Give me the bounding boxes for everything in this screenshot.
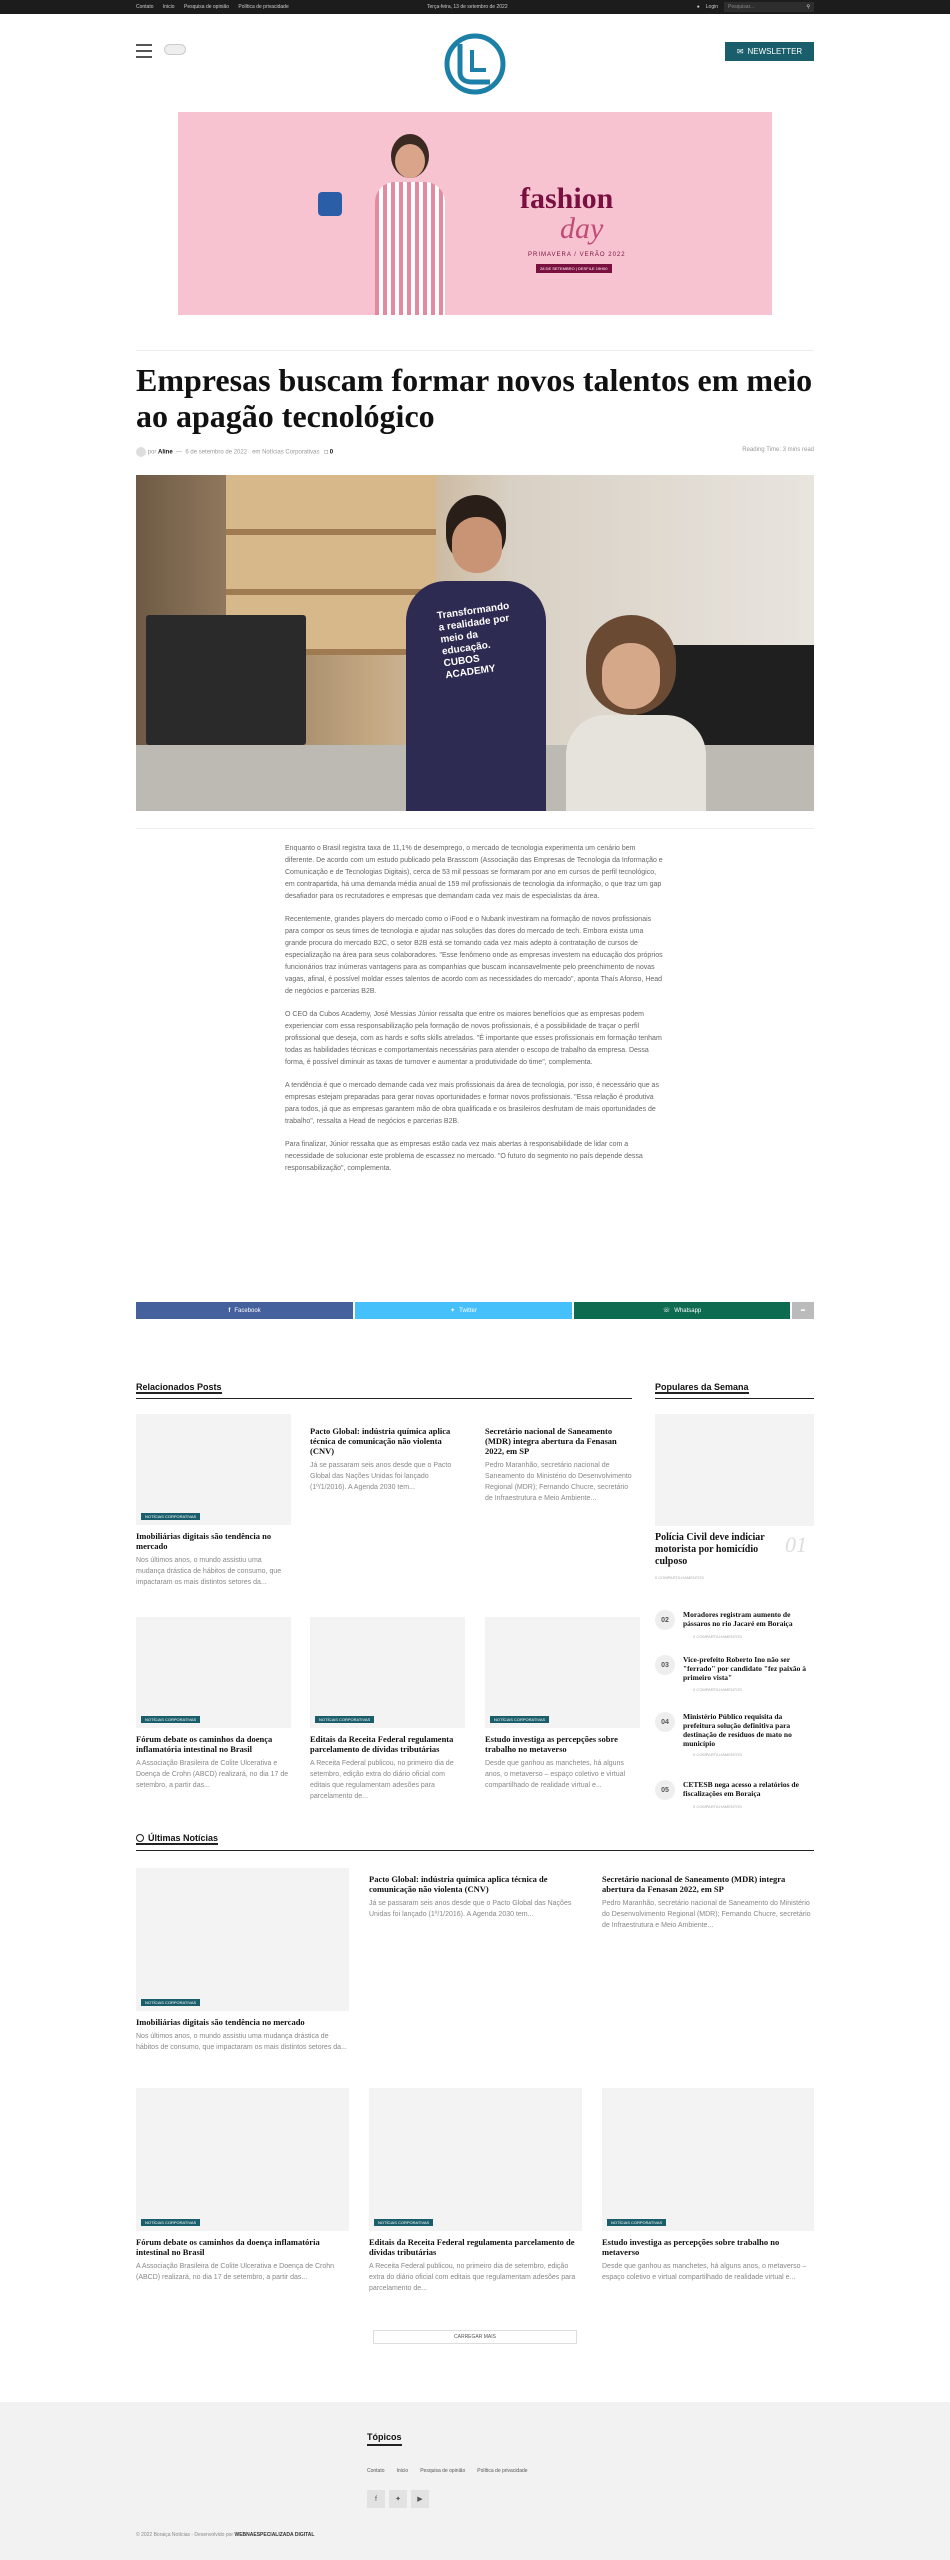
share-facebook-label: Facebook [234, 1307, 261, 1314]
post-title[interactable]: Pacto Global: indústria química aplica técnica de comunicação não violenta (CNV) [310, 1426, 451, 1456]
popular-number: 04 [655, 1712, 675, 1732]
banner-subtitle: PRIMAVERA / VERÃO 2022 [528, 252, 626, 258]
top-bar [0, 0, 950, 14]
article-body [285, 843, 665, 1186]
banner-dates: 28 DE SETEMBRO | DESFILE 19H00 [536, 264, 612, 273]
post-excerpt: A Associação Brasileira de Colite Ulcerativa e Doença de Crohn (ABCD) realizará, no dia 17 de setembro, a partir das... [136, 1760, 289, 1789]
popular-number: 03 [655, 1655, 675, 1675]
popular-title: Populares da Semana [655, 1382, 749, 1392]
popular-title-1[interactable]: Polícia Civil deve indiciar motorista por homicídio culposo [655, 1532, 765, 1567]
post-thumbnail[interactable] [310, 1617, 465, 1728]
share-twitter-label: Twitter [459, 1307, 477, 1314]
footer-link-privacidade[interactable]: Política de privacidade [477, 2468, 528, 2474]
site-footer [0, 2402, 950, 2560]
latest-title-label: Últimas Notícias [148, 1833, 219, 1843]
post-excerpt: A Receita Federal publicou, no primeiro dia de setembro, edição extra do diário oficial com editais que regulamentam adesões para parcelamento de... [310, 1760, 454, 1800]
banner-brand-badge [318, 192, 342, 216]
related-post-card[interactable] [136, 1414, 291, 1588]
category-badge[interactable]: NOTÍCIAS CORPORATIVAS [141, 1716, 200, 1723]
related-post-card[interactable] [310, 1420, 465, 1493]
post-excerpt: Pedro Maranhão, secretário nacional de Saneamento do Ministério do Desenvolvimento Regional (MDR); Fernando Chucre, secretário de Infraestrutura e Meio Ambiente... [602, 1900, 811, 1929]
latest-title [136, 1833, 218, 1845]
popular-item-title[interactable]: Ministério Público requisita da prefeitura solução definitiva para destinação de resíduos de mato no município [683, 1712, 792, 1748]
dark-mode-toggle[interactable] [164, 44, 186, 55]
divider [136, 828, 814, 829]
current-date: Terça-feira, 13 de setembro de 2022 [427, 4, 508, 10]
footer-links [367, 2468, 528, 2474]
latest-post-card[interactable] [136, 2088, 349, 2283]
popular-top-card[interactable] [655, 1414, 814, 1583]
whatsapp-icon: ☏ [662, 1308, 671, 1314]
post-thumbnail[interactable] [136, 1617, 291, 1728]
share-count: 0 COMPARTILHAMENTOS [655, 1575, 704, 1580]
post-thumbnail[interactable] [136, 1414, 291, 1525]
share-count: 0 COMPARTILHAMENTOS [693, 1804, 742, 1809]
post-thumbnail[interactable] [655, 1414, 814, 1526]
share-whatsapp-button[interactable] [574, 1302, 790, 1319]
banner-title-fashion: fashion [520, 182, 614, 215]
popular-number: 05 [655, 1780, 675, 1800]
post-title[interactable]: Fórum debate os caminhos da doença inflamatória intestinal no Brasil [136, 2237, 320, 2257]
banner-title-day: day [560, 212, 604, 245]
load-more-button[interactable]: CARREGAR MAIS [373, 2330, 577, 2344]
popular-item-title[interactable]: Vice-prefeito Roberto Ino não ser "ferrado" por candidato "fez paixão à primeiro vista" [683, 1655, 806, 1682]
related-post-card[interactable] [485, 1617, 640, 1791]
latest-post-card[interactable] [602, 1868, 814, 1931]
share-count: 0 COMPARTILHAMENTOS [693, 1687, 742, 1692]
category-badge[interactable]: NOTÍCIAS CORPORATIVAS [490, 1716, 549, 1723]
footer-social [367, 2490, 429, 2508]
category-badge[interactable]: NOTÍCIAS CORPORATIVAS [141, 1999, 200, 2006]
post-title[interactable]: Estudo investiga as percepções sobre trabalho no metaverso [485, 1734, 618, 1754]
footer-copyright [136, 2532, 314, 2538]
share-count: 0 COMPARTILHAMENTOS [693, 1634, 742, 1639]
post-title[interactable]: Editais da Receita Federal regulamenta parcelamento de dívidas tributárias [369, 2237, 575, 2257]
twitter-icon: ✦ [450, 1308, 456, 1314]
divider [136, 350, 814, 351]
latest-post-card[interactable] [602, 2088, 814, 2283]
category-badge[interactable]: NOTÍCIAS CORPORATIVAS [374, 2219, 433, 2226]
author-avatar [136, 447, 146, 457]
newsletter-label: NEWSLETTER [747, 47, 803, 56]
related-post-card[interactable] [485, 1420, 632, 1504]
post-title[interactable]: Estudo investiga as percepções sobre trabalho no metaverso [602, 2237, 780, 2257]
share-more-button[interactable] [792, 1302, 814, 1319]
shirt-text: Transformando a realidade por meio da educação. CUBOS ACADEMY [436, 600, 511, 682]
popular-number: 02 [655, 1610, 675, 1630]
popular-line [655, 1398, 814, 1399]
share-whatsapp-label: Whatsapp [674, 1307, 702, 1314]
newsletter-button[interactable] [725, 42, 814, 61]
person-standing-image [406, 495, 546, 811]
site-logo[interactable] [438, 32, 512, 96]
article-category[interactable]: em Notícias Corporativas [252, 449, 320, 456]
article-paragraph: Recentemente, grandes players do mercado como o iFood e o Nubank investiram na formação de novos profissionais para compor os seus times de tecnologia e ajudar nas soluções das dores do mercado de tech. Embora exista uma grande procura do mercado B2C, o setor B2B está se tornando cada vez mais adepto à contratação de cursos de especialização na área para seus colaboradores. "Esse fenômeno onde as empresas investem na educação dos próprios funcionários traz inúmeras vantagens para as companhias que buscam incansavelmente pelo preenchimento de novas vagas, afinal, é possível moldar esses talentos de acordo com as necessidades do mercado", aponta Thaís Afonso, Head de negócios e parcerias B2B. [285, 916, 663, 995]
article-paragraph: A tendência é que o mercado demande cada vez mais profissionais da área de tecnologia, por isso, é necessário que as empresas estejam preparadas para gerar novas oportunidades e formar novos profissionais. "Essa relação é produtiva para todos, já que as empresas garantem mão de obra qualificada e os brasileiros desfrutam de mais oportunidades de trabalho", ressalta a Head de negócios e parcerias B2B. [285, 1082, 659, 1125]
related-post-card[interactable] [310, 1617, 465, 1802]
post-title[interactable]: Editais da Receita Federal regulamenta parcelamento de dívidas tributárias [310, 1734, 454, 1754]
youtube-icon[interactable]: ▶ [411, 2490, 429, 2508]
footer-link-pesquisa[interactable]: Pesquisa de opinião [420, 2468, 466, 2474]
top-links [136, 4, 297, 10]
post-excerpt: Já se passaram seis anos desde que o Pacto Global das Nações Unidas foi lançado (1º/1/2016). A Agenda 2030 tem... [369, 1900, 572, 1918]
popular-number-1: 01 [785, 1532, 807, 1557]
article-paragraph: Para finalizar, Júnior ressalta que as empresas estão cada vez mais abertas à responsabilidade de lidar com a necessidade de solucionar este problema de escassez no mercado. "O futuro do segmento no país depende dessa responsabilização", complementa. [285, 1141, 643, 1172]
clock-icon [136, 1834, 144, 1842]
post-excerpt: Pedro Maranhão, secretário nacional de Saneamento do Ministério do Desenvolvimento Regional (MDR); Fernando Chucre, secretário de Infraestrutura e Meio Ambiente... [485, 1462, 632, 1502]
post-excerpt: Nos últimos anos, o mundo assistiu uma mudança drástica de hábitos de consumo, que impactaram os mais distintos setores da... [136, 1557, 282, 1586]
latest-line [136, 1850, 814, 1851]
article-hero-image [136, 475, 814, 811]
post-thumbnail[interactable] [602, 2088, 814, 2231]
post-title[interactable]: Imobiliárias digitais são tendência no mercado [136, 1531, 272, 1551]
related-title: Relacionados Posts [136, 1382, 222, 1392]
share-count: 0 COMPARTILHAMENTOS [693, 1752, 742, 1757]
share-arrow-icon: ➦ [800, 1308, 806, 1314]
menu-icon[interactable] [136, 44, 152, 62]
author-prefix: por [147, 449, 157, 456]
category-badge[interactable]: NOTÍCIAS CORPORATIVAS [315, 1716, 374, 1723]
comment-count[interactable]: 0 [329, 449, 334, 456]
post-excerpt: Já se passaram seis anos desde que o Pacto Global das Nações Unidas foi lançado (1º/1/2016). A Agenda 2030 tem... [310, 1462, 452, 1491]
post-title[interactable]: Secretário nacional de Saneamento (MDR) integra abertura da Fenasan 2022, em SP [602, 1874, 786, 1894]
post-title[interactable]: Pacto Global: indústria química aplica técnica de comunicação não violenta (CNV) [369, 1874, 548, 1894]
post-thumbnail[interactable] [136, 1868, 349, 2011]
twitter-icon[interactable]: ✦ [389, 2490, 407, 2508]
login-link[interactable]: Login [705, 4, 718, 10]
popular-item-title[interactable]: Moradores registram aumento de pássaros no rio Jacaré em Boraiça [683, 1610, 793, 1628]
footer-link-contato[interactable]: Contato [367, 2468, 385, 2474]
top-search[interactable] [724, 2, 814, 12]
monitor-image [146, 615, 306, 745]
related-post-card[interactable] [136, 1617, 291, 1791]
facebook-icon: f [228, 1307, 231, 1314]
category-badge[interactable]: NOTÍCIAS CORPORATIVAS [141, 1513, 200, 1520]
top-link-privacidade[interactable]: Política de privacidade [238, 4, 289, 10]
mail-icon: ✉ [736, 47, 744, 56]
search-icon[interactable]: ⚲ [806, 4, 810, 10]
person-seated-image [556, 615, 716, 811]
post-thumbnail[interactable] [485, 1617, 640, 1728]
site-header [0, 14, 950, 94]
category-badge[interactable]: NOTÍCIAS CORPORATIVAS [607, 2219, 666, 2226]
post-thumbnail[interactable] [369, 2088, 582, 2231]
article-date: 6 de setembro de 2022 [185, 449, 248, 456]
comment-icon[interactable]: □ [324, 449, 329, 456]
top-link-contato[interactable]: Contato [136, 4, 154, 10]
latest-post-card[interactable] [369, 1868, 582, 1920]
post-title[interactable]: Secretário nacional de Saneamento (MDR) integra abertura da Fenasan 2022, em SP [485, 1426, 617, 1456]
banner-model-image [363, 130, 453, 315]
latest-post-card[interactable] [369, 2088, 582, 2294]
category-badge[interactable]: NOTÍCIAS CORPORATIVAS [141, 2219, 200, 2226]
post-thumbnail[interactable] [136, 2088, 349, 2231]
developer-link[interactable]: WEBNAESPECIALIZADA DIGITAL [234, 2532, 315, 2538]
search-input[interactable]: Pesquisar... [728, 4, 755, 10]
facebook-icon[interactable]: f [367, 2490, 385, 2508]
latest-post-card[interactable] [136, 1868, 349, 2053]
post-excerpt: A Associação Brasileira de Colite Ulcerativa e Doença de Crohn (ABCD) realizará, no dia 17 de setembro, a partir das... [136, 2263, 335, 2281]
user-icon: ● [696, 4, 700, 10]
share-bar [136, 1302, 814, 1319]
footer-topics-title: Tópicos [367, 2432, 402, 2446]
article-paragraph: Enquanto o Brasil registra taxa de 11,1% de desemprego, o mercado de tecnologia experimenta um cenário bem diferente. De acordo com um estudo publicado pela Brasscom (Associação das Empresas de Tecnologia da Informação e Comunicação e de Tecnologias Digitais), cerca de 53 mil pessoas se formaram por ano em cursos de perfil tecnológico, em contrapartida, há uma demanda média anual de 159 mil profissionais de tecnologia da informação, o que traz um gap desafiador para os recrutadores e empresas que demandam cada vez mais de especialistas da área. [285, 845, 663, 900]
article-meta: por Aline — 6 de setembro de 2022 em Notícias Corporativas □ 0 Reading Time: 3 mins read [136, 447, 814, 457]
post-excerpt: Desde que ganhou as manchetes, há alguns anos, o metaverso – espaço coletivo e virtual compartilhado de realidade virtual e... [602, 2263, 807, 2281]
post-excerpt: Desde que ganhou as manchetes, há alguns anos, o metaverso – espaço coletivo e virtual compartilhado de realidade virtual e... [485, 1760, 626, 1789]
related-line [136, 1398, 632, 1399]
post-excerpt: A Receita Federal publicou, no primeiro dia de setembro, edição extra do diário oficial com editais que regulamentam adesões para parcelamento de... [369, 2263, 576, 2292]
article-title: Empresas buscam formar novos talentos em meio ao apagão tecnológico [136, 362, 813, 434]
top-link-pesquisa[interactable]: Pesquisa de opinião [183, 4, 230, 10]
popular-item-title[interactable]: CETESB nega acesso a relatórios de fiscalizações em Boraiça [683, 1780, 799, 1798]
post-excerpt: Nos últimos anos, o mundo assistiu uma mudança drástica de hábitos de consumo, que impactaram os mais distintos setores da... [136, 2033, 347, 2051]
author-name[interactable]: Aline [158, 449, 173, 456]
top-link-inicio[interactable]: Inicio [162, 4, 175, 10]
ad-banner[interactable] [178, 112, 772, 315]
reading-time: Reading Time: 3 mins read [742, 447, 814, 453]
post-title[interactable]: Fórum debate os caminhos da doença inflamatória intestinal no Brasil [136, 1734, 273, 1754]
share-facebook-button[interactable] [136, 1302, 353, 1319]
post-title[interactable]: Imobiliárias digitais são tendência no mercado [136, 2017, 305, 2027]
copyright-text: © 2022 Boraiça Notícias - Desenvolvido por [136, 2532, 234, 2538]
footer-link-inicio[interactable]: Inicio [396, 2468, 409, 2474]
share-twitter-button[interactable] [355, 1302, 572, 1319]
article-paragraph: O CEO da Cubos Academy, José Messias Júnior ressalta que entre os maiores benefícios que as empresas podem experienciar com essa responsabilização pela formação de novos profissionais, é a possibilidade de traçar o perfil profissional que deseja, com as hards e softs skills atrelados. "É importante que esses profissionais em formação tenham todas as habilidades técnicas e comportamentais necessárias para atender o escopo de trabalho da empresa. Dessa forma, é possível diminuir as taxas de turnover e aumentar a produtividade do time", complementa. [285, 1011, 662, 1066]
